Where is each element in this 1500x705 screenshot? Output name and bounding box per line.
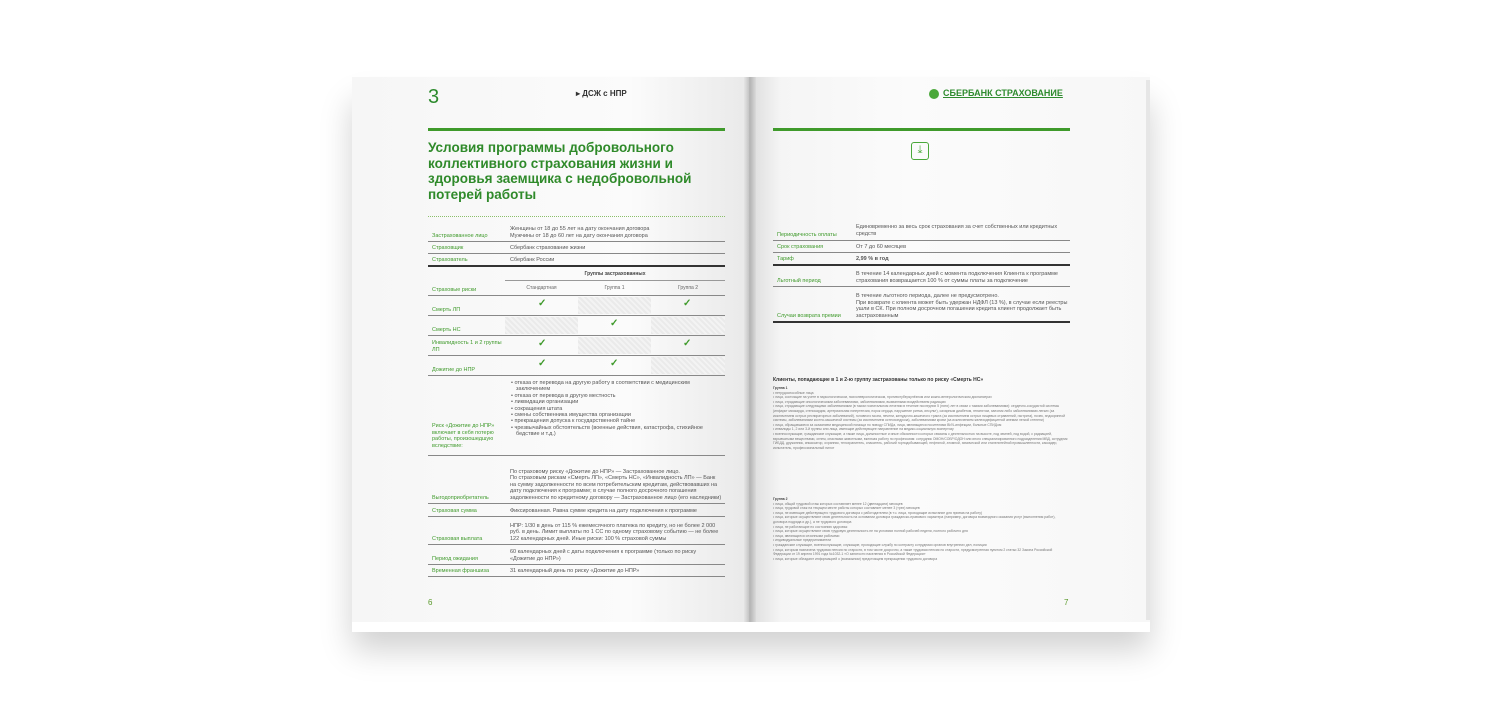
table-row xyxy=(773,220,1070,241)
list-item: • смены собственника имущества организации xyxy=(511,412,631,419)
group1-list xyxy=(773,386,1070,450)
row-label: Случаи возврата премии xyxy=(777,313,841,319)
list-item: • нетрудоспособные лица xyxy=(773,390,814,395)
group-title: Группа 2 xyxy=(773,497,788,501)
list-item: • лица, не работающие по состоянию здоровья xyxy=(773,524,848,529)
row-value: В течение льготного периода, далее не предусмотрено. При возврате с клиента может быть удержан НДФЛ (13 %), в случае если реестры ушли в СК. При полном досрочном погашении кредита клиент продолжает быть застрахованным xyxy=(856,293,1068,319)
row-label: Тариф xyxy=(777,256,794,262)
npr-label: Риск «Дожитие до НПР» включает в себя потерю работы, произошедшую вследствие: xyxy=(432,423,495,449)
groups-header: Группы застрахованных xyxy=(584,271,646,277)
check-icon: ✓ xyxy=(610,318,619,329)
table-row xyxy=(773,286,1070,323)
download-icon[interactable]: ⤓ xyxy=(911,142,929,160)
title-rule xyxy=(428,128,725,131)
risk-label: Смерть ЛП xyxy=(432,306,461,313)
row-value: Фиксированная. Равна сумме кредита на дату подключения к программе xyxy=(510,507,697,514)
check-icon: ✓ xyxy=(538,298,547,309)
table-row xyxy=(428,564,725,577)
list-item: • лица, состоящие на учете в наркологическом, психоневрологическом, противотуберкулёзном или кожно-венерологическом диспансерах xyxy=(773,395,992,400)
brand-logo: СБЕРБАНК СТРАХОВАНИЕ xyxy=(943,88,1063,98)
row-value: По страховому риску «Дожитие до НПР» — Застрахованное лицо. По страховым рискам «Смерть ЛП», «Смерть НС», «Инвалидность ЛП» — Банк на сумму задолженности по всем потребительским кредитам, действовавших на дату подключения к программе; в случае полного досрочного погашения задолженности по кредитному договору — Застрахованное лицо (его наследники) xyxy=(510,468,722,501)
list-item: • гражданские служащие, военнослужащие, служащие, проходящие службу по контракту сотрудники органов внутренних дел, полиции xyxy=(773,542,987,547)
row-label: Период ожидания xyxy=(432,555,478,562)
check-icon: ✓ xyxy=(683,298,692,309)
risk-row xyxy=(428,295,725,316)
row-label: Льготный период xyxy=(777,278,821,284)
note-title: Клиенты, попадающие в 1 и 2-ю группу застрахованы только по риску «Смерть НС» xyxy=(773,377,984,383)
row-label: Страховая выплата xyxy=(432,535,483,542)
chapter-number: 3 xyxy=(428,86,440,108)
list-item: • лица, не имеющие действующего трудового договора с работодателем (в т.ч. лица, проходящие испытание для приема на работу) xyxy=(773,510,983,515)
list-item: • военнослужащие, гражданские служащие, а также лица, должностные и иные обязанности которых связаны с деятельностью на высоте, под землей, под водой, с радиацией, взрывчатыми веществами, огнем, опасными животными, включая работу по профессиям: сотрудник ОМОН/СОБР/ОДОН или иного специализированного подразделения МВД, сотрудник ГИБДД, дружинник, инкассатор, охранник, телохранитель, спасатель, рабочий горнодобывающей, нефтяной, атомной, химической или сталелитейной промышленности, каскадер, испытатель, профессиональный пилот xyxy=(773,431,1068,450)
table-row xyxy=(428,219,725,242)
shaded-cell xyxy=(578,337,651,354)
list-item: • лица, общий трудовой стаж которых составляет менее 12 (двенадцати) месяцев xyxy=(773,501,903,506)
risks-label: Страховые риски xyxy=(432,286,477,293)
row-label: Временная франшиза xyxy=(432,567,490,574)
page-number: 6 xyxy=(428,598,433,607)
list-item: • лица, страдающие следующими заболеваниями (в таком госпитальном лечении в течение последних 5 (пяти) лет в связи с такими заболеваниями): сердечно-сосудистой системы (инфаркт миокарда, стенокардия, артериальная гипертензия, порок сердца, нарушение ритма, инсульт), сахарным диабетом, гепатитом, хаеоник либо заболеваниями легких (за исключением острых респираторных заболеваний), головного мозга, печени, желудочно-кишечного тракта (за исключением острых пищевых отравлений, гастрита), почек, эндокринной системы, заболеваниями костно-мышечной системы (за исключением остеохондроза), заболеваниями крови (за исключением железодефицитной анемии легкой степени) xyxy=(773,404,1066,423)
row-label: Страховая сумма xyxy=(432,507,477,514)
list-item: • отказа от перевода на другую работу в соответствии с медицинским заключением xyxy=(511,380,690,393)
dotted-rule xyxy=(428,216,725,217)
check-icon: ✓ xyxy=(683,338,692,349)
list-item: • сокращения штата xyxy=(511,405,563,412)
list-item: • лица, трудовой стаж на текущем месте работы которых составляет менее 3 (трех) месяцев xyxy=(773,506,920,511)
page-number: 7 xyxy=(1064,598,1069,607)
list-item: • отказа от перевода в другую местность xyxy=(511,392,616,399)
shaded-cell xyxy=(578,297,651,314)
row-value: Сбербанк России xyxy=(510,256,555,263)
group-col-header: Группа 1 xyxy=(604,285,625,291)
list-item: • лица, которым назначена трудовая пенсия по старости, в том числе досрочно, а также трудовая пенсия по старости, предусмотренная пунктом 2 статьи 32 Закона Российской Федерации от 19 апреля 1991 года №1032-1 «О занятости населения в Российской Федерации» xyxy=(773,547,1053,557)
check-icon: ✓ xyxy=(610,358,619,369)
table-row xyxy=(773,264,1070,287)
table-row xyxy=(428,516,725,545)
risk-label: Дожитие до НПР xyxy=(432,366,476,373)
row-value: НПР: 1/30 в день от 115 % ежемесячного платежа по кредиту, но не более 2 000 руб. в день. Лимит выплаты по 1 СС по одному страховому событию — не более 122 календарных дней. Иные риски: 100 % страховой суммы xyxy=(510,522,719,542)
row-value: Женщины от 18 до 55 лет на дату окончания договора Мужчины от 18 до 60 лет на дату окончания договора xyxy=(510,226,650,239)
row-label: Застрахованное лицо xyxy=(432,232,488,239)
row-label: Выгодоприобретатель xyxy=(432,494,489,501)
list-item: • лица, которые обладают информацией о (возможном) предстоящем прекращении трудового договора xyxy=(773,556,938,561)
list-item: • индивидуальные предприниматели xyxy=(773,538,832,543)
risk-label: Смерть НС xyxy=(432,326,461,333)
page-title: Условия программы добровольного коллективного страхования жизни и здоровья заемщика с недобровольной потерей работы xyxy=(428,140,692,202)
shaded-cell xyxy=(505,317,578,334)
group2-list xyxy=(773,497,1070,561)
row-value: 60 календарных дней с даты подключения к программе (только по риску «Дожитие до НПР») xyxy=(510,549,697,562)
list-item: • ликвидации организации xyxy=(511,399,579,406)
breadcrumb: ▸ ДСЖ с НПР xyxy=(576,89,627,98)
row-label: Страховщик xyxy=(432,244,464,251)
row-value: Единовременно за весь срок страхования за счет собственных или кредитных средств xyxy=(856,224,1058,237)
table-row xyxy=(428,253,725,267)
table-row xyxy=(428,503,725,517)
book-spine xyxy=(744,77,756,622)
table-row xyxy=(428,455,725,504)
page-edge xyxy=(1146,80,1150,620)
list-item: • лица, которые осуществляют свою деятельность на основании договора гражданско-правового характера (например, договора возмездного оказания услуг (выполнения работ), договора подряда и др.), а не трудового договора xyxy=(773,515,1056,524)
row-label: Страхователь xyxy=(432,256,468,263)
row-label: Периодичность оплаты xyxy=(777,232,837,238)
check-icon: ✓ xyxy=(538,358,547,369)
group-col-header: Группа 2 xyxy=(677,285,699,291)
group-title: Группа 1 xyxy=(773,386,788,390)
list-item: • лица, обращавшиеся за оказанием медицинской помощи по поводу СПИДа, лица, являющиеся носителями ВИЧ-инфекции, больные СПИДом xyxy=(773,422,1002,427)
risk-row xyxy=(428,335,725,356)
npr-list xyxy=(510,380,725,438)
row-value: 31 календарный день по риску «Дожитие до НПР» xyxy=(510,567,640,574)
list-item: • лица, страдающие онкологическими заболеваниями, заболеваниями, вызванными воздействием радиации xyxy=(773,399,946,404)
row-value: В течение 14 календарных дней с момента подключения Клиента к программе страхования возвращается 100 % от суммы платы за подключение xyxy=(856,271,1058,284)
row-value: Сбербанк страхование жизни xyxy=(510,244,586,251)
list-item: • инвалиды 1, 2 или 3-й группы или лица, имеющие действующее направление на медико-социальную экспертизу xyxy=(773,427,954,432)
check-icon: ✓ xyxy=(538,338,547,349)
row-value: 2,99 % в год xyxy=(856,255,889,262)
risk-label: Инвалидность 1 и 2 группы ЛП xyxy=(432,340,502,353)
group-col-header: Стандартная xyxy=(526,285,557,291)
table-row xyxy=(428,544,725,565)
shaded-cell xyxy=(651,357,725,374)
list-item: • прекращения допуска к государственной тайне xyxy=(511,418,636,425)
list-item: • чрезвычайных обстоятельств (военные действия, катастрофа, стихийное бедствие и т.д.) xyxy=(511,424,703,438)
list-item: • лица, являющиеся сезонными рабочими xyxy=(773,533,840,538)
row-label: Срок страхования xyxy=(777,244,824,250)
shaded-cell xyxy=(651,317,725,334)
list-item: • лица, которые осуществляют свою трудовую деятельность не на условиях полной рабочей недели, полного рабочего дня xyxy=(773,529,968,534)
row-value: От 7 до 60 месяцев xyxy=(856,243,906,250)
title-rule xyxy=(773,128,1070,131)
sberbank-logo-icon xyxy=(929,89,939,99)
